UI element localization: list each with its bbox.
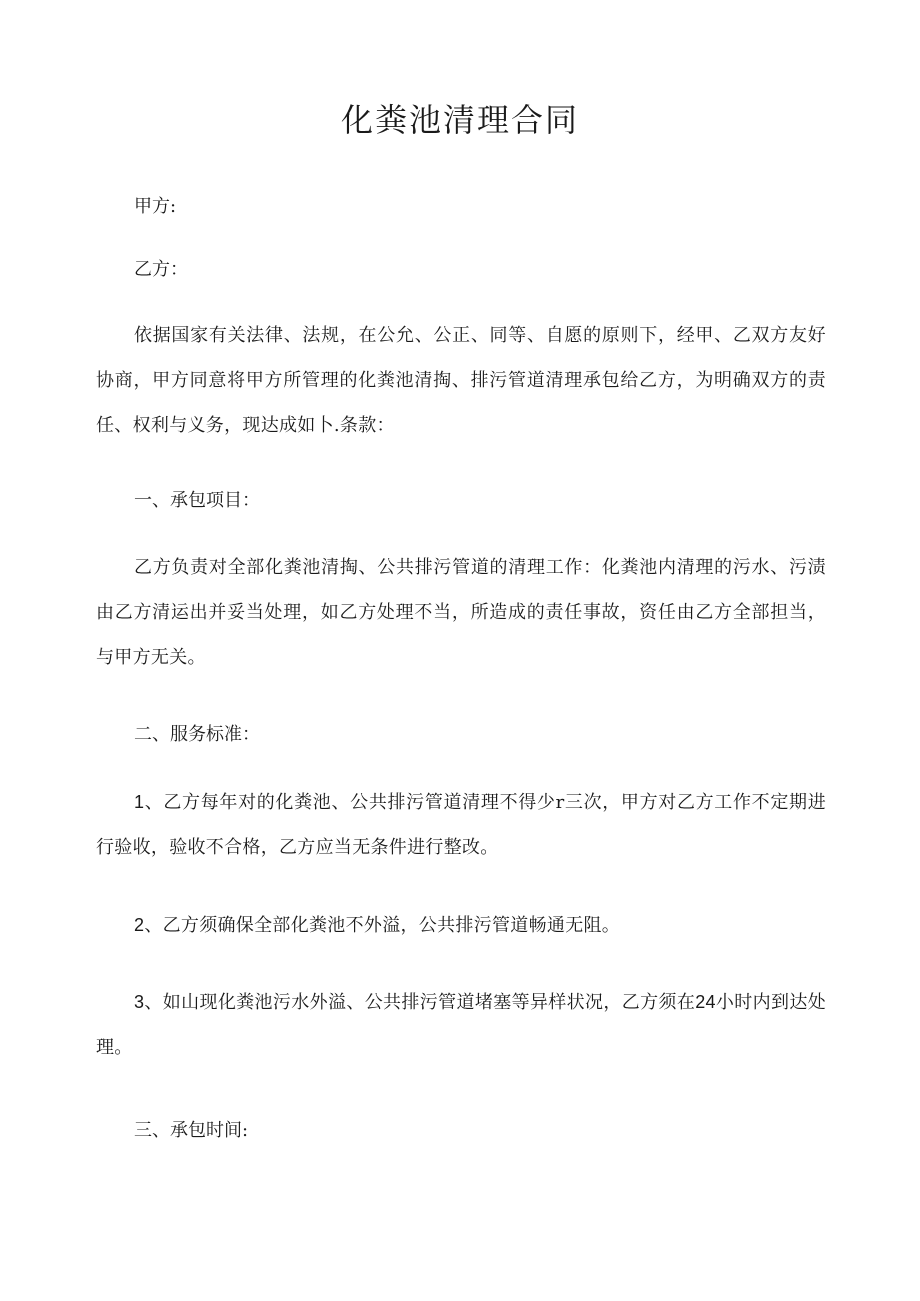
service-item-1	[96, 780, 826, 870]
section-1-body: 乙方负责对全部化粪池清掏、公共排污管道的清理工作：化粪池内清理的污水、污渍由乙方清运出并妥当处理，如乙方处理不当，所造成的责任事故，资任由乙方全部担当，与甲方无关。	[96, 557, 826, 668]
item-3-hours: 24	[695, 992, 716, 1012]
item-3-number: 3	[134, 992, 145, 1012]
section-2-heading: 二、服务标准：	[134, 724, 260, 745]
section-1-heading: 一、承包项目：	[134, 490, 260, 511]
item-1-text: 、乙方每年对的化粪池、公共排污管道清理不得少r三次，甲方对乙方工作不定期进行验收，验收不合格，乙方应当无条件进行整改。	[96, 792, 826, 858]
service-item-3	[96, 980, 826, 1070]
section-3-heading: 三、承包时间:	[134, 1120, 249, 1141]
party-b-label: 乙方：	[134, 259, 188, 280]
item-2-number: 2	[134, 915, 145, 935]
item-3-text-b: 小时内到达处理。	[96, 992, 826, 1058]
page-title: 化粪池清理合同	[340, 101, 579, 139]
item-2-text: 、乙方须确保全部化粪池不外溢，公共排污管道畅通无阻。	[144, 915, 621, 936]
item-3-text-a: 、如山现化粪池污水外溢、公共排污管道堵塞等异样状况，乙方须在	[144, 992, 696, 1013]
service-item-2	[96, 903, 826, 948]
item-1-number: 1	[134, 792, 145, 812]
party-a-label: 甲方:	[134, 196, 177, 217]
intro-paragraph: 依据国家有关法律、法规，在公允、公正、同等、自愿的原则下，经甲、乙双方友好协商，甲方同意将甲方所管理的化粪池清掏、排污管道清理承包给乙方，为明确双方的责任、权利与义务，现达成如卜.条款：	[96, 325, 826, 436]
